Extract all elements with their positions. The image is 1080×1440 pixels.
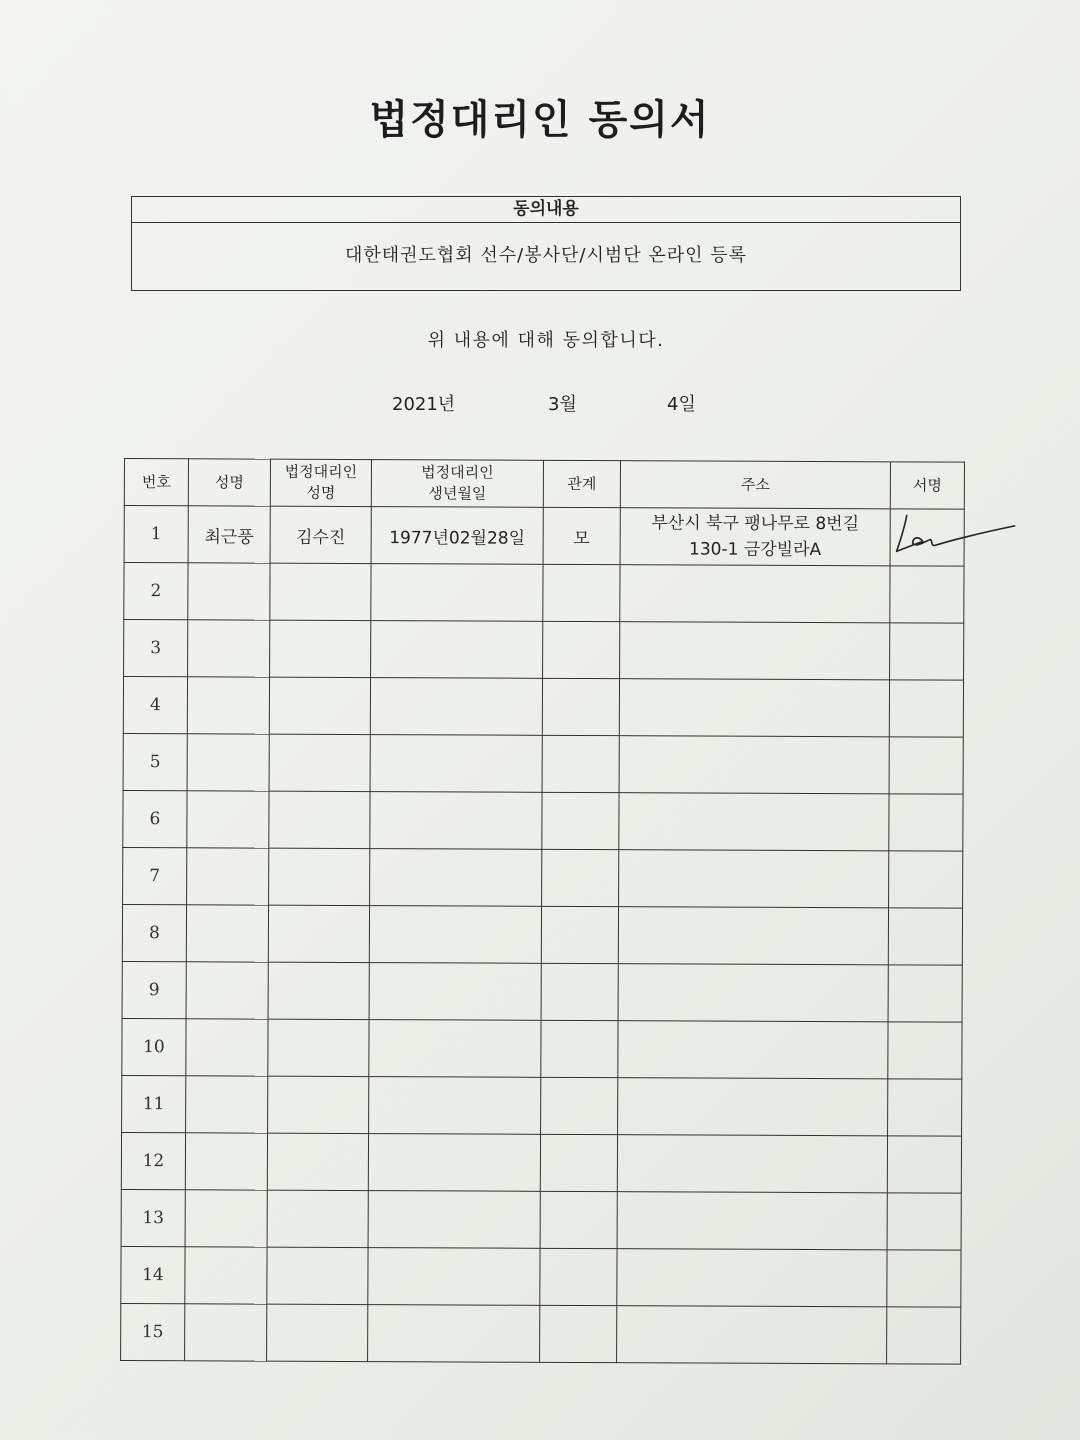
header-relation: 관계	[543, 460, 620, 507]
row-guardian-birth	[370, 678, 542, 736]
row-guardian-birth	[368, 1134, 540, 1192]
header-guardian-birth-line1: 법정대리인	[421, 463, 494, 482]
row-address	[617, 1249, 887, 1307]
header-guardian-birth-line2: 생년월일	[428, 484, 487, 503]
row-guardian-birth	[369, 1020, 541, 1078]
row-signature	[888, 1079, 962, 1136]
row-name	[187, 677, 269, 734]
table-row	[121, 1303, 961, 1364]
row-number: 5	[123, 733, 187, 790]
row-relation	[542, 792, 619, 849]
row-number: 10	[122, 1018, 186, 1075]
row-number: 4	[123, 677, 187, 734]
row-relation	[540, 1248, 617, 1305]
row-relation	[542, 735, 619, 792]
row-guardian-name	[269, 677, 370, 734]
row-name	[187, 791, 269, 848]
row-number: 2	[124, 563, 188, 620]
table-row	[123, 677, 963, 738]
table-row	[124, 563, 964, 624]
row-address	[618, 1021, 888, 1079]
date-year: 2021년	[392, 394, 456, 415]
row-guardian-name	[267, 1247, 368, 1304]
row-signature	[890, 566, 964, 623]
row-number: 6	[123, 790, 187, 847]
row-address	[620, 508, 890, 566]
consent-content-box	[131, 196, 961, 291]
row-address	[620, 565, 890, 623]
row-guardian-name	[267, 1304, 368, 1361]
row-guardian-name	[268, 1019, 369, 1076]
row-guardian-birth	[369, 1077, 541, 1135]
row-address	[619, 850, 889, 908]
row-address	[619, 736, 889, 794]
row-number: 13	[121, 1189, 185, 1246]
date-month: 3월	[548, 394, 577, 415]
row-name	[185, 1190, 267, 1247]
header-name: 성명	[188, 459, 270, 506]
row-number: 8	[122, 904, 186, 961]
row-signature	[889, 794, 963, 851]
row-signature	[887, 1193, 961, 1250]
row-name	[186, 1019, 268, 1076]
row-guardian-birth	[368, 1191, 540, 1249]
table-header-row	[124, 459, 964, 510]
row-address-line1: 부산시 북구 팽나무로 8번길	[651, 513, 860, 535]
row-name	[187, 848, 269, 905]
header-address: 주소	[620, 461, 890, 509]
header-guardian-birth	[371, 460, 543, 508]
row-signature	[888, 1022, 962, 1079]
row-signature	[890, 509, 964, 566]
row-signature	[889, 737, 963, 794]
table-row	[122, 961, 962, 1022]
agreement-statement: 위 내용에 대해 동의합니다.	[427, 330, 665, 351]
row-guardian-name	[269, 848, 370, 905]
row-relation: 모	[543, 507, 620, 564]
row-address	[618, 1078, 888, 1136]
row-relation	[540, 1305, 617, 1362]
row-signature	[889, 851, 963, 908]
table-row	[121, 1246, 961, 1307]
row-relation	[543, 621, 620, 678]
row-name	[187, 734, 269, 791]
table-row	[123, 790, 963, 851]
row-number: 3	[124, 620, 188, 677]
row-address	[619, 679, 889, 737]
row-number: 11	[122, 1075, 186, 1132]
row-guardian-name	[270, 563, 371, 620]
row-name	[188, 620, 270, 677]
table-row	[122, 1018, 962, 1079]
row-number: 1	[124, 506, 188, 563]
table-row	[124, 506, 964, 567]
row-guardian-birth	[369, 906, 541, 964]
table-row	[122, 1075, 962, 1136]
row-address	[619, 793, 889, 851]
row-name	[186, 962, 268, 1019]
registration-table	[120, 458, 965, 1365]
row-signature	[888, 908, 962, 965]
row-relation	[541, 1077, 618, 1134]
table-row	[121, 1132, 961, 1193]
row-guardian-name	[267, 1133, 368, 1190]
row-guardian-birth	[370, 792, 542, 850]
row-guardian-birth	[371, 621, 543, 679]
row-name	[185, 1247, 267, 1304]
table-row	[123, 733, 963, 794]
row-address	[620, 622, 890, 680]
row-signature	[890, 623, 964, 680]
row-number: 12	[121, 1132, 185, 1189]
table-row	[122, 904, 962, 965]
row-number: 9	[122, 961, 186, 1018]
header-guardian-name-line1: 법정대리인	[284, 462, 358, 482]
consent-content: 대한태권도협회 선수/봉사단/시범단 온라인 등록	[344, 245, 748, 266]
row-name	[186, 905, 268, 962]
row-name	[185, 1304, 267, 1361]
row-number: 15	[121, 1303, 185, 1360]
row-relation	[541, 906, 618, 963]
row-relation	[542, 849, 619, 906]
row-guardian-birth	[370, 735, 542, 793]
row-name: 최근풍	[188, 506, 270, 563]
row-relation	[540, 1134, 617, 1191]
row-guardian-name: 김수진	[270, 506, 371, 563]
row-guardian-birth	[370, 849, 542, 907]
row-address	[617, 1135, 887, 1193]
row-guardian-name	[269, 791, 370, 848]
row-signature	[887, 1250, 961, 1307]
consent-header: 동의내용	[132, 197, 960, 223]
row-relation	[541, 1020, 618, 1077]
header-signature: 서명	[890, 462, 964, 509]
row-guardian-birth	[368, 1248, 540, 1306]
row-guardian-name	[270, 620, 371, 677]
row-number: 14	[121, 1246, 185, 1303]
row-signature	[887, 1307, 961, 1364]
row-address-line2: 130-1 금강빌라A	[689, 539, 822, 561]
row-guardian-birth	[371, 564, 543, 622]
row-relation	[541, 963, 618, 1020]
row-name	[188, 563, 270, 620]
header-guardian-name-line2: 성명	[306, 483, 336, 502]
row-guardian-name	[268, 1076, 369, 1133]
row-relation	[543, 564, 620, 621]
row-signature	[889, 680, 963, 737]
date-day: 4일	[667, 394, 696, 415]
row-relation	[540, 1191, 617, 1248]
row-address	[618, 907, 888, 965]
table-row	[121, 1189, 961, 1250]
row-address	[617, 1306, 887, 1364]
table-row	[123, 847, 963, 908]
header-guardian-name	[270, 459, 371, 506]
row-guardian-birth	[368, 1305, 540, 1363]
row-name	[185, 1133, 267, 1190]
row-guardian-name	[268, 905, 369, 962]
row-relation	[542, 678, 619, 735]
header-number: 번호	[124, 459, 188, 506]
table-row	[124, 620, 964, 681]
row-guardian-name	[267, 1190, 368, 1247]
handwritten-signature	[887, 511, 1027, 560]
row-address	[617, 1192, 887, 1250]
document-title: 법정대리인 동의서	[369, 97, 711, 143]
row-guardian-birth: 1977년02월28일	[371, 507, 543, 565]
row-guardian-birth	[369, 963, 541, 1021]
row-number: 7	[123, 847, 187, 904]
row-guardian-name	[269, 734, 370, 791]
row-guardian-name	[268, 962, 369, 1019]
row-signature	[888, 965, 962, 1022]
row-name	[186, 1076, 268, 1133]
row-address	[618, 964, 888, 1022]
row-signature	[887, 1136, 961, 1193]
